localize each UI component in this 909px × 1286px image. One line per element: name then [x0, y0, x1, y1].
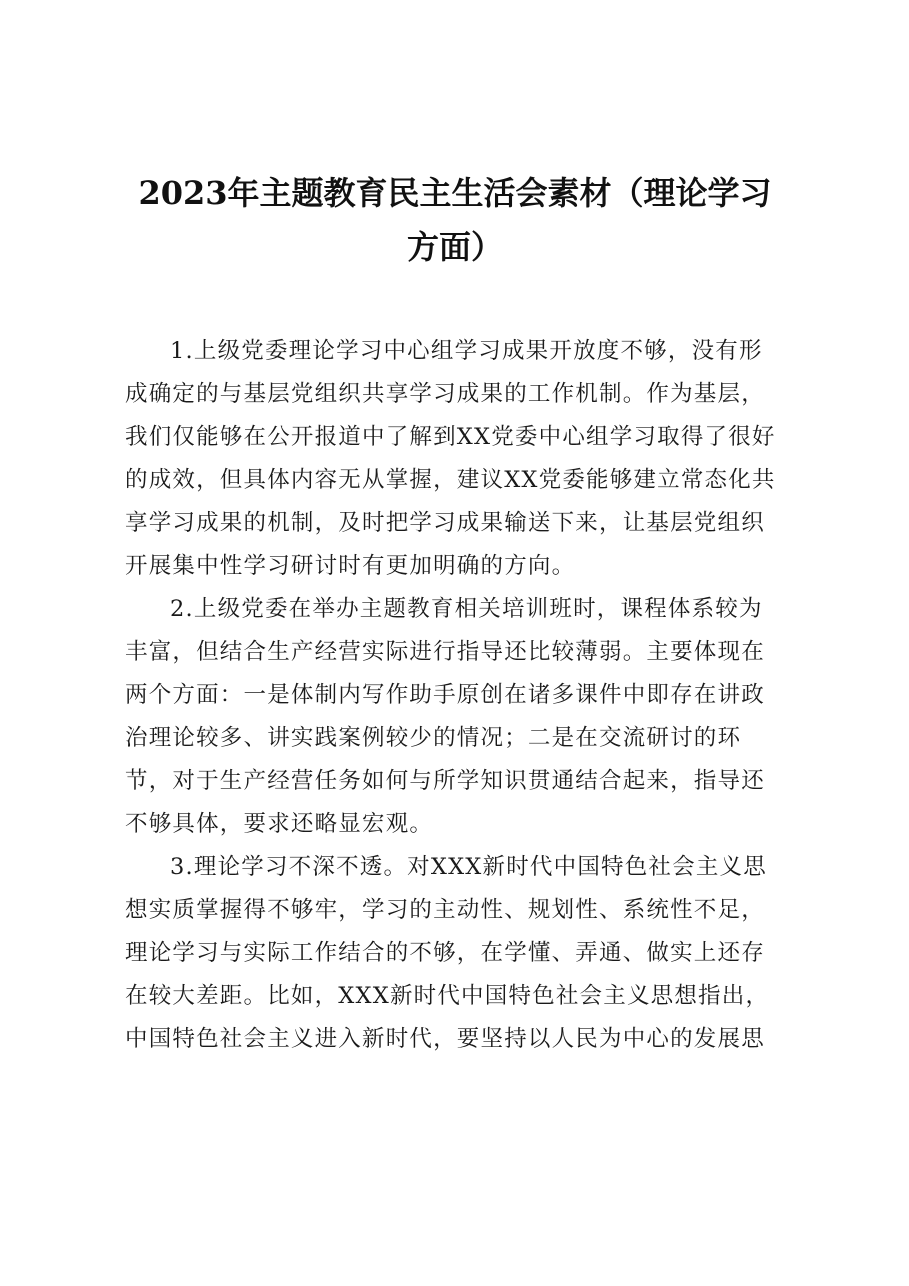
- text-line: 中国特色社会主义进入新时代，要坚持以人民为中心的发展思: [125, 1026, 765, 1052]
- text-line: 2.上级党委在举办主题教育相关培训班时，课程体系较为: [170, 596, 763, 622]
- text-line: 治理论较多、讲实践案例较少的情况；二是在交流研讨的环: [125, 725, 742, 751]
- text-line: 我们仅能够在公开报道中了解到XX党委中心组学习取得了很好: [125, 424, 776, 450]
- paragraph-1: [125, 330, 797, 588]
- paragraph-3: [125, 846, 797, 1061]
- text-line: 1.上级党委理论学习中心组学习成果开放度不够，没有形: [170, 338, 763, 364]
- text-line: 理论学习与实际工作结合的不够，在学懂、弄通、做实上还存: [125, 940, 765, 966]
- document-title: [110, 166, 800, 274]
- text-line: 的成效，但具体内容无从掌握，建议XX党委能够建立常态化共: [125, 467, 776, 493]
- text-line: 丰富，但结合生产经营实际进行指导还比较薄弱。主要体现在: [125, 639, 765, 665]
- text-line: 3.理论学习不深不透。对XXX新时代中国特色社会主义思: [170, 854, 767, 880]
- text-line: 节，对于生产经营任务如何与所学知识贯通结合起来，指导还: [125, 768, 765, 794]
- text-line: 想实质掌握得不够牢，学习的主动性、规划性、系统性不足，: [125, 897, 765, 923]
- title-line-2: 方面）: [406, 228, 503, 266]
- text-line: 不够具体，要求还略显宏观。: [125, 811, 434, 837]
- paragraph-2: [125, 588, 797, 846]
- text-line: 开展集中性学习研讨时有更加明确的方向。: [125, 553, 576, 579]
- text-line: 成确定的与基层党组织共享学习成果的工作机制。作为基层，: [125, 381, 765, 407]
- text-line: 在较大差距。比如，XXX新时代中国特色社会主义思想指出，: [125, 983, 770, 1009]
- text-line: 两个方面：一是体制内写作助手原创在诸多课件中即存在讲政: [125, 682, 765, 708]
- title-line-1: 2023年主题教育民主生活会素材（理论学习: [138, 174, 772, 212]
- text-line: 享学习成果的机制，及时把学习成果输送下来，让基层党组织: [125, 510, 765, 536]
- document-body: [125, 330, 797, 1061]
